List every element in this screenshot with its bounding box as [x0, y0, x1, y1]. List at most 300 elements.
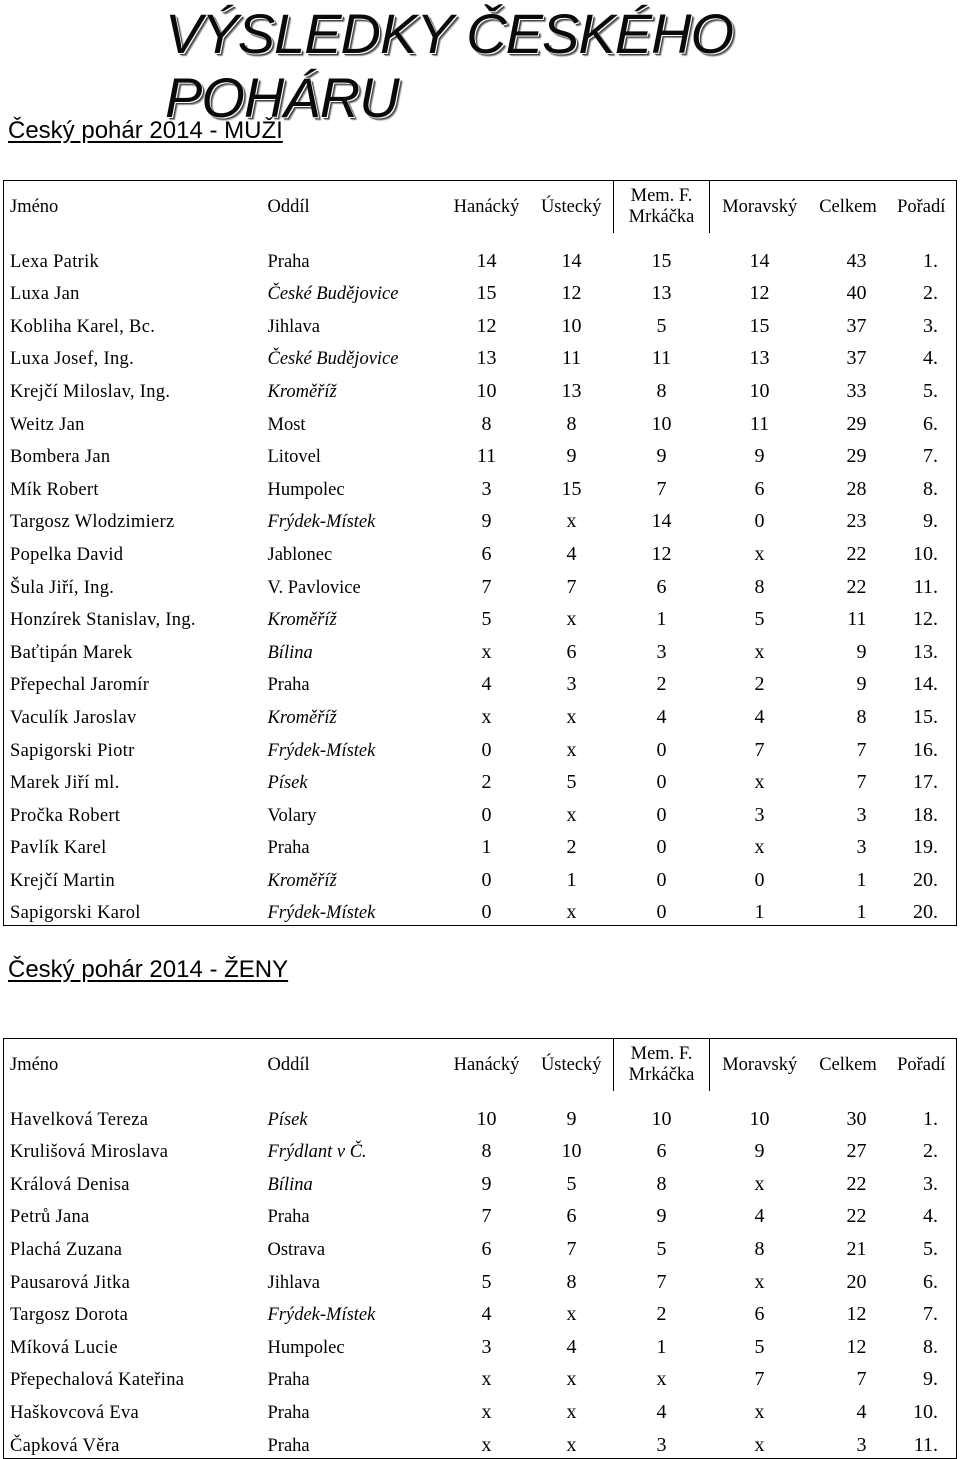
score-ustecky: x	[566, 1368, 577, 1391]
rank: 1.	[923, 249, 938, 272]
score-hanacky: x	[481, 1433, 492, 1456]
club-name: Most	[267, 414, 306, 435]
score-moravsky: 7	[754, 1368, 765, 1391]
score-ustecky: 7	[566, 575, 577, 598]
score-hanacky: 0	[481, 868, 492, 891]
rank: 18.	[913, 803, 938, 826]
rank: 16.	[913, 738, 938, 761]
rank: 13.	[913, 640, 938, 663]
column-header-moravsky: Moravský	[722, 1054, 798, 1075]
table-row	[4, 306, 957, 339]
score-ustecky: 1	[566, 868, 577, 891]
score-moravsky: x	[754, 640, 765, 663]
score-ustecky: x	[566, 803, 577, 826]
table-row	[4, 469, 957, 502]
competitor-name: Přepechalová Kateřina	[10, 1370, 185, 1391]
club-name: Humpolec	[267, 479, 345, 500]
club-name: Praha	[267, 1402, 310, 1423]
table-row	[4, 339, 957, 372]
club-name: České Budějovice	[267, 349, 399, 370]
competitor-name: Králová Denisa	[10, 1174, 130, 1195]
score-ustecky: 8	[566, 412, 577, 435]
score-moravsky: 4	[754, 1205, 765, 1228]
score-total: 22	[846, 575, 867, 598]
score-hanacky: 10	[476, 379, 497, 402]
column-header-total: Celkem	[819, 1054, 877, 1075]
club-name: Praha	[267, 251, 310, 272]
score-total: 12	[846, 1303, 867, 1326]
column-header-hanacky: Hanácký	[453, 196, 520, 217]
score-moravsky: x	[754, 771, 765, 794]
table-row	[4, 893, 957, 926]
score-ustecky: 7	[566, 1237, 577, 1260]
competitor-name: Baťtipán Marek	[10, 642, 133, 663]
score-ustecky: 9	[566, 445, 577, 468]
score-moravsky: x	[754, 1270, 765, 1293]
rank: 3.	[923, 1172, 938, 1195]
table-row	[4, 665, 957, 698]
score-ustecky: x	[566, 510, 577, 533]
table-row	[4, 1425, 957, 1458]
club-name: Humpolec	[267, 1337, 345, 1358]
competitor-name: Haškovcová Eva	[10, 1402, 140, 1423]
score-ustecky: 4	[566, 1335, 577, 1358]
score-ustecky: x	[566, 1433, 577, 1456]
score-total: 3	[856, 803, 867, 826]
club-name: Frýdek-Místek	[267, 740, 376, 761]
competitor-name: Kobliha Karel, Bc.	[10, 316, 156, 337]
club-name: Frýdek-Místek	[267, 512, 376, 533]
score-total: 22	[846, 1172, 867, 1195]
competitor-name: Marek Jiří ml.	[10, 773, 120, 794]
rank: 4.	[923, 1205, 938, 1228]
rank: 5.	[923, 1237, 938, 1260]
score-moravsky: 4	[754, 705, 765, 728]
table-row	[4, 1392, 957, 1425]
score-total: 3	[856, 836, 867, 859]
competitor-name: Targosz Dorota	[10, 1305, 129, 1326]
score-ustecky: 3	[566, 673, 577, 696]
score-ustecky: 10	[561, 1140, 582, 1163]
column-header-moravsky: Moravský	[722, 196, 798, 217]
table-row	[4, 1262, 957, 1295]
header-spacer	[4, 233, 957, 241]
column-header-mem-mrkacka: Mem. F. Mrkáčka	[614, 181, 710, 234]
rank: 20.	[913, 901, 938, 924]
score-mem-mrkacka: 3	[656, 640, 667, 663]
rank: 9.	[923, 510, 938, 533]
rank: 7.	[923, 445, 938, 468]
rank: 11.	[913, 1433, 938, 1456]
club-name: Kroměříž	[267, 381, 337, 402]
score-moravsky: 11	[749, 412, 770, 435]
score-hanacky: 4	[481, 1303, 492, 1326]
score-mem-mrkacka: 6	[656, 1140, 667, 1163]
club-name: Bílina	[267, 1174, 313, 1195]
competitor-name: Targosz Wlodzimierz	[10, 512, 175, 533]
score-hanacky: x	[481, 640, 492, 663]
rank: 19.	[913, 836, 938, 859]
club-name: Litovel	[267, 447, 321, 468]
score-ustecky: 5	[566, 771, 577, 794]
competitor-name: Míková Lucie	[10, 1337, 118, 1358]
score-moravsky: 1	[754, 901, 765, 924]
rank: 12.	[913, 608, 938, 631]
competitor-name: Plachá Zuzana	[10, 1239, 123, 1260]
score-moravsky: 6	[754, 477, 765, 500]
rank: 6.	[923, 412, 938, 435]
column-header-ustecky: Ústecký	[530, 1039, 614, 1092]
competitor-name: Krulišová Miroslava	[10, 1142, 169, 1163]
score-hanacky: 7	[481, 1205, 492, 1228]
score-moravsky: x	[754, 1172, 765, 1195]
competitor-name: Přepechal Jaromír	[10, 675, 150, 696]
competitor-name: Krejčí Miloslav, Ing.	[10, 381, 171, 402]
table-row	[4, 860, 957, 893]
score-ustecky: 13	[561, 379, 582, 402]
score-mem-mrkacka: 4	[656, 705, 667, 728]
rank: 5.	[923, 379, 938, 402]
score-mem-mrkacka: 1	[656, 1335, 667, 1358]
table-row	[4, 567, 957, 600]
column-header-club: Oddíl	[267, 1054, 310, 1075]
club-name: Praha	[267, 675, 310, 696]
club-name: Jihlava	[267, 316, 320, 337]
competitor-name: Sapigorski Karol	[10, 903, 141, 924]
column-header-name: Jméno	[10, 196, 59, 217]
score-moravsky: 6	[754, 1303, 765, 1326]
page-title: VÝSLEDKY ČESKÉHO POHÁRU	[165, 2, 734, 129]
rank: 6.	[923, 1270, 938, 1293]
table-row	[4, 828, 957, 861]
competitor-name: Honzírek Stanislav, Ing.	[10, 610, 196, 631]
club-name: V. Pavlovice	[267, 577, 361, 598]
column-header-hanacky: Hanácký	[453, 1054, 520, 1075]
score-total: 3	[856, 1433, 867, 1456]
column-header-name: Jméno	[10, 1054, 59, 1075]
competitor-name: Krejčí Martin	[10, 870, 116, 891]
score-hanacky: 5	[481, 608, 492, 631]
score-hanacky: 3	[481, 1335, 492, 1358]
score-hanacky: 2	[481, 771, 492, 794]
score-hanacky: 11	[476, 445, 497, 468]
column-header-total: Celkem	[819, 196, 877, 217]
score-total: 20	[846, 1270, 867, 1293]
score-total: 21	[846, 1237, 867, 1260]
score-hanacky: 0	[481, 803, 492, 826]
score-hanacky: x	[481, 705, 492, 728]
score-ustecky: 4	[566, 542, 577, 565]
score-moravsky: 0	[754, 868, 765, 891]
score-total: 43	[846, 249, 867, 272]
score-total: 12	[846, 1335, 867, 1358]
score-hanacky: 5	[481, 1270, 492, 1293]
table-row	[4, 795, 957, 828]
table-row	[4, 730, 957, 763]
table-row	[4, 437, 957, 470]
score-mem-mrkacka: 5	[656, 1237, 667, 1260]
score-moravsky: 7	[754, 738, 765, 761]
score-mem-mrkacka: 4	[656, 1400, 667, 1423]
score-total: 37	[846, 347, 867, 370]
score-mem-mrkacka: 1	[656, 608, 667, 631]
club-name: Jablonec	[267, 544, 333, 565]
score-hanacky: 12	[476, 314, 497, 337]
club-name: Písek	[267, 773, 308, 794]
score-total: 33	[846, 379, 867, 402]
score-ustecky: 15	[561, 477, 582, 500]
score-mem-mrkacka: 0	[656, 836, 667, 859]
score-hanacky: 6	[481, 542, 492, 565]
table-row	[4, 632, 957, 665]
competitor-name: Čapková Věra	[10, 1435, 120, 1456]
score-mem-mrkacka: 2	[656, 1303, 667, 1326]
competitor-name: Sapigorski Piotr	[10, 740, 135, 761]
score-moravsky: 3	[754, 803, 765, 826]
club-name: Kroměříž	[267, 707, 337, 728]
rank: 15.	[913, 705, 938, 728]
column-header-mem-mrkacka: Mem. F. Mrkáčka	[614, 1039, 710, 1092]
score-moravsky: 15	[749, 314, 770, 337]
rank: 14.	[913, 673, 938, 696]
table-row	[4, 1099, 957, 1132]
score-ustecky: x	[566, 705, 577, 728]
score-mem-mrkacka: x	[656, 1368, 667, 1391]
club-name: Praha	[267, 838, 310, 859]
table-row	[4, 274, 957, 307]
rank: 20.	[913, 868, 938, 891]
table-row	[4, 1360, 957, 1393]
club-name: Jihlava	[267, 1272, 320, 1293]
score-total: 37	[846, 314, 867, 337]
score-hanacky: 14	[476, 249, 497, 272]
score-total: 7	[856, 1368, 867, 1391]
table-row	[4, 600, 957, 633]
rank: 7.	[923, 1303, 938, 1326]
table-row	[4, 1132, 957, 1165]
score-mem-mrkacka: 0	[656, 803, 667, 826]
score-mem-mrkacka: 0	[656, 771, 667, 794]
score-mem-mrkacka: 2	[656, 673, 667, 696]
column-header-rank: Pořadí	[897, 196, 946, 217]
score-mem-mrkacka: 7	[656, 477, 667, 500]
score-moravsky: 10	[749, 1107, 770, 1130]
score-mem-mrkacka: 9	[656, 445, 667, 468]
score-mem-mrkacka: 0	[656, 738, 667, 761]
score-hanacky: 1	[481, 836, 492, 859]
rank: 2.	[923, 1140, 938, 1163]
competitor-name: Vaculík Jaroslav	[10, 707, 137, 728]
club-name: Frýdek-Místek	[267, 903, 376, 924]
score-total: 22	[846, 1205, 867, 1228]
score-hanacky: 9	[481, 510, 492, 533]
score-ustecky: 6	[566, 640, 577, 663]
club-name: Frýdek-Místek	[267, 1305, 376, 1326]
club-name: Praha	[267, 1435, 310, 1456]
score-hanacky: x	[481, 1368, 492, 1391]
women-section-heading: Český pohár 2014 - ŽENY	[8, 956, 289, 983]
competitor-name: Pročka Robert	[10, 805, 121, 826]
club-name: Praha	[267, 1207, 310, 1228]
score-moravsky: x	[754, 1433, 765, 1456]
men-section-heading: Český pohár 2014 - MUŽI	[8, 117, 283, 144]
score-moravsky: 14	[749, 249, 770, 272]
club-name: Kroměříž	[267, 870, 337, 891]
table-row	[4, 404, 957, 437]
score-hanacky: 9	[481, 1172, 492, 1195]
table-row	[4, 1164, 957, 1197]
score-hanacky: 7	[481, 575, 492, 598]
score-total: 7	[856, 738, 867, 761]
rank: 11.	[913, 575, 938, 598]
rank: 2.	[923, 282, 938, 305]
score-total: 40	[846, 282, 867, 305]
score-moravsky: 8	[754, 575, 765, 598]
competitor-name: Petrů Jana	[10, 1207, 90, 1228]
club-name: České Budějovice	[267, 284, 399, 305]
score-ustecky: 10	[561, 314, 582, 337]
score-mem-mrkacka: 12	[651, 542, 672, 565]
score-mem-mrkacka: 7	[656, 1270, 667, 1293]
score-moravsky: x	[754, 836, 765, 859]
rank: 3.	[923, 314, 938, 337]
competitor-name: Popelka David	[10, 544, 124, 565]
score-total: 9	[856, 640, 867, 663]
table-row	[4, 1327, 957, 1360]
table-row	[4, 1229, 957, 1262]
men-results-table	[3, 180, 957, 926]
score-hanacky: 8	[481, 1140, 492, 1163]
score-ustecky: x	[566, 608, 577, 631]
score-total: 8	[856, 705, 867, 728]
competitor-name: Havelková Tereza	[10, 1109, 149, 1130]
score-mem-mrkacka: 9	[656, 1205, 667, 1228]
score-moravsky: x	[754, 542, 765, 565]
score-moravsky: 5	[754, 1335, 765, 1358]
competitor-name: Mík Robert	[10, 479, 99, 500]
competitor-name: Luxa Jan	[10, 284, 80, 305]
rank: 17.	[913, 771, 938, 794]
score-moravsky: 0	[754, 510, 765, 533]
rank: 10.	[913, 1400, 938, 1423]
column-header-rank: Pořadí	[897, 1054, 946, 1075]
score-hanacky: 13	[476, 347, 497, 370]
table-row	[4, 1295, 957, 1328]
column-header-club: Oddíl	[267, 196, 310, 217]
header-spacer	[4, 1091, 957, 1099]
score-moravsky: 2	[754, 673, 765, 696]
score-hanacky: 6	[481, 1237, 492, 1260]
score-mem-mrkacka: 3	[656, 1433, 667, 1456]
score-total: 4	[856, 1400, 867, 1423]
score-total: 22	[846, 542, 867, 565]
score-moravsky: x	[754, 1400, 765, 1423]
rank: 9.	[923, 1368, 938, 1391]
score-total: 30	[846, 1107, 867, 1130]
score-mem-mrkacka: 10	[651, 412, 672, 435]
score-mem-mrkacka: 14	[651, 510, 672, 533]
table-row	[4, 763, 957, 796]
score-total: 28	[846, 477, 867, 500]
score-moravsky: 13	[749, 347, 770, 370]
score-total: 7	[856, 771, 867, 794]
score-mem-mrkacka: 0	[656, 868, 667, 891]
score-hanacky: x	[481, 1400, 492, 1423]
score-mem-mrkacka: 8	[656, 379, 667, 402]
club-name: Ostrava	[267, 1239, 326, 1260]
competitor-name: Šula Jiří, Ing.	[10, 577, 115, 598]
score-moravsky: 5	[754, 608, 765, 631]
score-hanacky: 15	[476, 282, 497, 305]
table-row	[4, 697, 957, 730]
score-ustecky: 14	[561, 249, 582, 272]
score-mem-mrkacka: 10	[651, 1107, 672, 1130]
score-moravsky: 9	[754, 1140, 765, 1163]
competitor-name: Pavlík Karel	[10, 838, 107, 859]
column-header-ustecky: Ústecký	[530, 181, 614, 234]
score-mem-mrkacka: 13	[651, 282, 672, 305]
score-total: 9	[856, 673, 867, 696]
score-hanacky: 3	[481, 477, 492, 500]
club-name: Volary	[267, 805, 317, 826]
score-total: 1	[856, 901, 867, 924]
score-ustecky: 12	[561, 282, 582, 305]
competitor-name: Weitz Jan	[10, 414, 85, 435]
competitor-name: Pausarová Jitka	[10, 1272, 131, 1293]
women-header-row	[4, 1039, 957, 1092]
score-hanacky: 0	[481, 901, 492, 924]
club-name: Praha	[267, 1370, 310, 1391]
score-ustecky: 11	[561, 347, 582, 370]
women-results-table	[3, 1038, 957, 1459]
score-hanacky: 8	[481, 412, 492, 435]
score-mem-mrkacka: 0	[656, 901, 667, 924]
score-ustecky: x	[566, 1400, 577, 1423]
score-moravsky: 10	[749, 379, 770, 402]
score-total: 29	[846, 412, 867, 435]
score-ustecky: 8	[566, 1270, 577, 1293]
score-mem-mrkacka: 15	[651, 249, 672, 272]
score-ustecky: x	[566, 738, 577, 761]
score-moravsky: 8	[754, 1237, 765, 1260]
score-ustecky: x	[566, 901, 577, 924]
score-total: 27	[846, 1140, 867, 1163]
club-name: Frýdlant v Č.	[267, 1142, 367, 1163]
score-moravsky: 9	[754, 445, 765, 468]
score-ustecky: 5	[566, 1172, 577, 1195]
score-ustecky: 2	[566, 836, 577, 859]
table-row	[4, 371, 957, 404]
score-hanacky: 0	[481, 738, 492, 761]
competitor-name: Lexa Patrik	[10, 251, 100, 272]
rank: 8.	[923, 477, 938, 500]
score-ustecky: 9	[566, 1107, 577, 1130]
score-mem-mrkacka: 11	[651, 347, 672, 370]
rank: 4.	[923, 347, 938, 370]
club-name: Bílina	[267, 642, 313, 663]
score-mem-mrkacka: 8	[656, 1172, 667, 1195]
score-mem-mrkacka: 5	[656, 314, 667, 337]
score-hanacky: 10	[476, 1107, 497, 1130]
table-row	[4, 241, 957, 274]
club-name: Kroměříž	[267, 610, 337, 631]
score-total: 23	[846, 510, 867, 533]
rank: 1.	[923, 1107, 938, 1130]
score-mem-mrkacka: 6	[656, 575, 667, 598]
score-total: 29	[846, 445, 867, 468]
table-row	[4, 534, 957, 567]
table-row	[4, 502, 957, 535]
